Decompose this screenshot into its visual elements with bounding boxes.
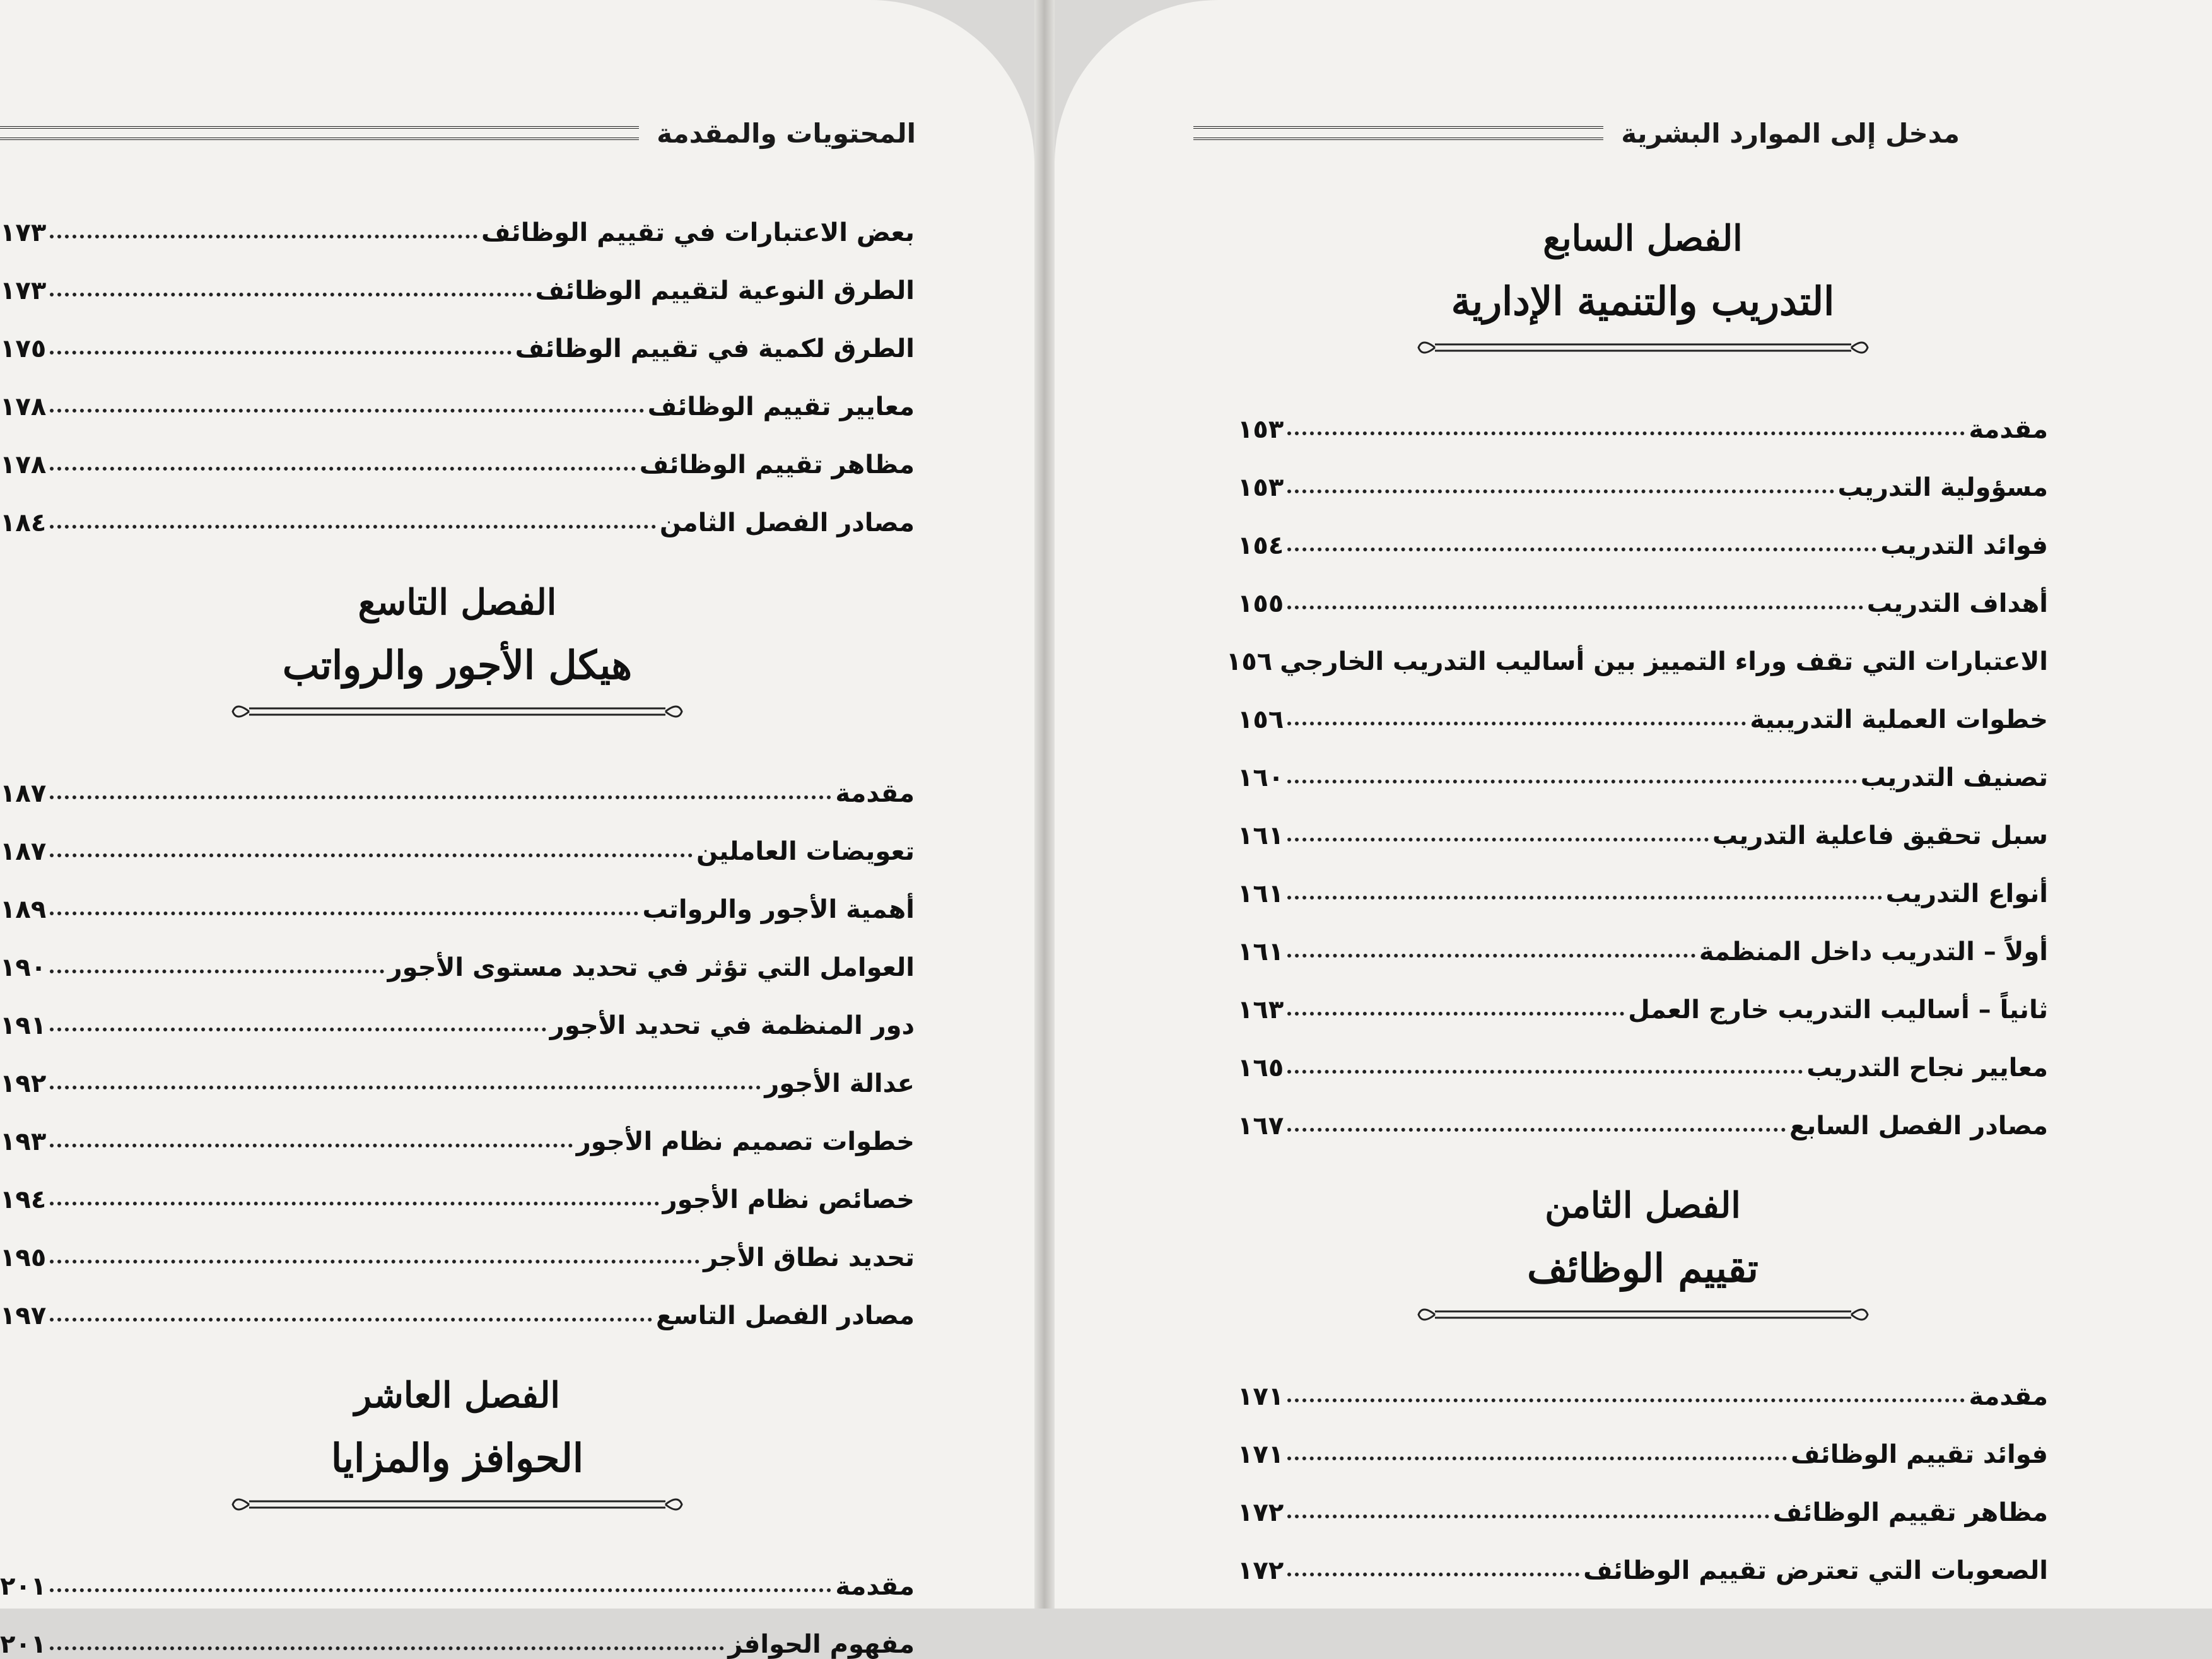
toc-entry[interactable]: دور المنظمة في تحديد الأجور ١٩١ (0, 1011, 915, 1040)
toc-entry[interactable]: مقدمة ١٨٧ (0, 779, 915, 808)
toc-entry[interactable]: خطوات تصميم نظام الأجور ١٩٣ (0, 1127, 915, 1156)
toc-entry[interactable]: فوائد التدريب ١٥٤ (1238, 531, 2048, 560)
chapter-8-label: الفصل الثامن (1545, 1185, 1741, 1226)
chapter-10-label: الفصل العاشر (354, 1375, 560, 1416)
toc-entry[interactable]: تعويضات العاملين ١٨٧ (0, 837, 915, 866)
toc-entry[interactable]: العوامل التي تؤثر في تحديد مستوى الأجور ١٩٠ (0, 953, 915, 982)
toc-entry[interactable]: تحديد نطاق الأجر ١٩٥ (0, 1243, 915, 1272)
right-header-title: مدخل إلى الموارد البشرية (1621, 117, 1960, 149)
ornament-divider-icon (230, 1492, 684, 1518)
toc-entry[interactable]: ثانياً – أساليب التدريب خارج العمل ١٦٣ (1238, 995, 2048, 1024)
toc-entry[interactable]: مصادر الفصل التاسع ١٩٧ (0, 1301, 915, 1330)
toc-entry[interactable]: تصنيف التدريب ١٦٠ (1238, 763, 2048, 792)
right-page (1055, 0, 2212, 1609)
toc-entry[interactable]: فوائد تقييم الوظائف ١٧١ (1238, 1440, 2048, 1469)
right-toc-column (1226, 218, 2048, 1585)
toc-entry[interactable]: أنواع التدريب ١٦١ (1238, 879, 2048, 908)
chapter-9-title: هيكل الأجور والرواتب (282, 642, 633, 688)
toc-entry[interactable]: أهمية الأجور والرواتب ١٨٩ (0, 895, 915, 924)
chapter-7-label: الفصل السابع (1543, 218, 1743, 259)
toc-entry[interactable]: مصادر الفصل السابع ١٦٧ (1238, 1111, 2048, 1140)
chapter-9-label: الفصل التاسع (358, 582, 557, 623)
right-running-header (1193, 111, 1960, 155)
toc-entry[interactable]: عدالة الأجور ١٩٢ (0, 1069, 915, 1098)
toc-entry[interactable]: أولاً – التدريب داخل المنظمة ١٦١ (1238, 937, 2048, 966)
chapter-7-title: التدريب والتنمية الإدارية (1451, 278, 1835, 324)
toc-entry[interactable]: بعض الاعتبارات في تقييم الوظائف ١٧٣ (0, 218, 915, 247)
ornament-divider-icon (1416, 336, 1870, 361)
chapter-8-title: تقييم الوظائف (1527, 1245, 1758, 1291)
toc-entry[interactable]: الصعوبات التي تعترض تقييم الوظائف ١٧٢ (1238, 1556, 2048, 1585)
ornament-divider-icon (1416, 1303, 1870, 1328)
toc-entry[interactable]: مظاهر تقييم الوظائف ١٧٢ (1238, 1498, 2048, 1527)
chapter-9-toc-list (0, 750, 915, 1330)
toc-list-continued (0, 189, 915, 537)
toc-entry[interactable]: أهداف التدريب ١٥٥ (1238, 589, 2048, 618)
toc-entry[interactable]: الاعتبارات التي تقف وراء التمييز بين أساليب التدريب الخارجي ١٥٦ (1226, 647, 2048, 676)
toc-entry[interactable]: خصائص نظام الأجور ١٩٤ (0, 1185, 915, 1214)
toc-entry[interactable]: الطرق النوعية لتقييم الوظائف ١٧٣ (0, 276, 915, 305)
toc-entry[interactable]: مصادر الفصل الثامن ١٨٤ (0, 508, 915, 537)
right-header-rule (1193, 126, 1603, 140)
toc-entry[interactable]: معايير نجاح التدريب ١٦٥ (1238, 1053, 2048, 1082)
chapter-10-toc-list (0, 1543, 915, 1659)
toc-entry[interactable]: مقدمة ٢٠١ (0, 1572, 915, 1601)
left-page (0, 0, 1034, 1659)
left-toc-column (0, 189, 915, 1659)
chapter-8-toc-list (1238, 1353, 2048, 1585)
book-gutter (1034, 0, 1055, 1609)
toc-entry[interactable]: الطرق لكمية في تقييم الوظائف ١٧٥ (0, 334, 915, 363)
toc-entry[interactable]: مسؤولية التدريب ١٥٣ (1238, 473, 2048, 502)
toc-entry[interactable]: مقدمة ١٧١ (1238, 1382, 2048, 1411)
toc-entry[interactable]: خطوات العملية التدريبية ١٥٦ (1238, 705, 2048, 734)
chapter-10-title: الحوافز والمزايا (331, 1435, 584, 1481)
ornament-divider-icon (230, 700, 684, 725)
toc-entry[interactable]: مفهوم الحوافز ٢٠١ (0, 1630, 915, 1659)
left-header-title: المحتويات والمقدمة (657, 117, 916, 149)
toc-entry[interactable]: سبل تحقيق فاعلية التدريب ١٦١ (1238, 821, 2048, 850)
toc-entry[interactable]: مظاهر تقييم الوظائف ١٧٨ (0, 450, 915, 479)
left-running-header (0, 111, 916, 155)
toc-entry[interactable]: مقدمة ١٥٣ (1238, 415, 2048, 444)
chapter-7-toc-list (1226, 386, 2048, 1140)
left-header-rule (0, 126, 639, 140)
toc-entry[interactable]: معايير تقييم الوظائف ١٧٨ (0, 392, 915, 421)
